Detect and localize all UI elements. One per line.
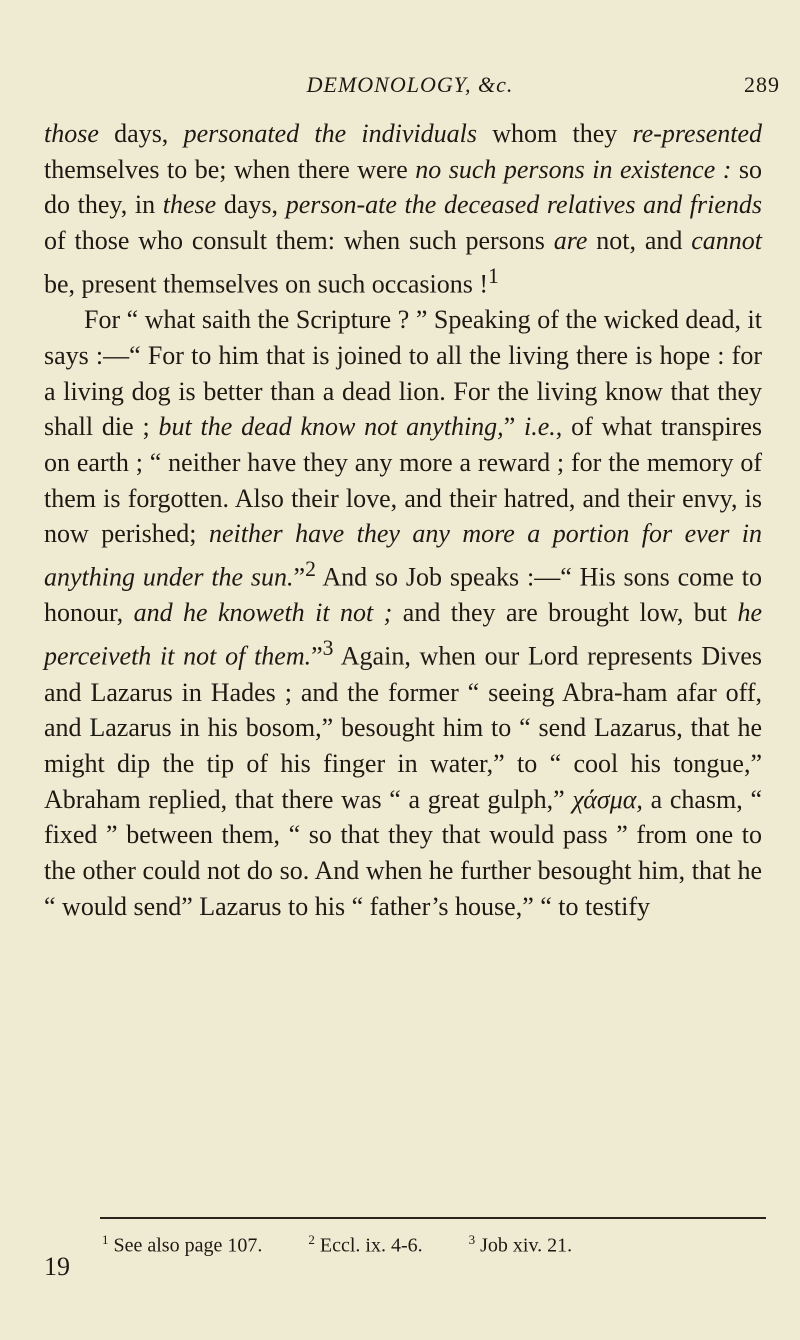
footnote-number: 2 xyxy=(308,1232,315,1247)
text-run: so do they, in xyxy=(44,154,763,220)
text-run: ” xyxy=(503,412,525,442)
paragraph xyxy=(44,302,762,924)
footnote-text: See also page 107. xyxy=(108,1234,263,1257)
footnote-ref: 1 xyxy=(488,263,499,288)
page-number: 289 xyxy=(744,72,780,97)
footnote-ref: 3 xyxy=(322,636,334,661)
footnote-divider xyxy=(100,1217,766,1219)
body-text xyxy=(44,116,762,924)
text-run: For “ what saith the Scripture ? ” Speaking of the wicked dead, it says :—“ For to him that is joined to all the living there is hope : for a living dog is better than a dead lion. For the living know that they shall die ; xyxy=(44,305,762,442)
footnote-row xyxy=(44,1228,764,1258)
text-run: And so Job speaks :—“ His sons come to honour, xyxy=(44,562,762,628)
text-run: ” xyxy=(293,562,306,592)
footnote-ref: 2 xyxy=(305,557,316,582)
footnote-number: 1 xyxy=(102,1232,109,1247)
footnote-number: 3 xyxy=(468,1232,476,1247)
italic-text: those xyxy=(44,119,99,148)
footnote xyxy=(469,1228,573,1258)
text-run: ” xyxy=(311,641,323,671)
italic-text: re-presented xyxy=(632,119,762,148)
paragraph xyxy=(44,116,762,302)
text-run: be, present themselves on such occasions ! xyxy=(44,269,489,299)
text-run: days, xyxy=(216,190,286,220)
text-run: days, xyxy=(98,119,184,148)
text-run: Again, when our Lord represents Dives and Lazarus in Hades ; and the former “ seeing Abra-ham afar off, and Lazarus in his bosom,” besought him to “ send Lazarus, that he might dip the tip of his finger in water,” to “ cool his tongue,” Abraham replied, that there was “ a great gulph,” xyxy=(44,641,762,814)
italic-text: cannot xyxy=(691,226,762,256)
italic-text: χάσμα, xyxy=(572,784,643,814)
text-run: of what transpires on earth ; “ neither have they any more a reward ; for the memory of them is forgotten. Also their love, and their hatred, and their envy, is now perished; xyxy=(44,412,763,549)
italic-text: person-ate the deceased relatives and friends xyxy=(285,190,762,220)
footnote xyxy=(102,1228,262,1258)
italic-text: neither have they any more a portion for ever in anything under the sun. xyxy=(44,519,762,592)
footnote-text: Job xiv. 21. xyxy=(475,1234,573,1257)
footnote-text: Eccl. ix. 4-6. xyxy=(314,1234,423,1257)
footnote xyxy=(308,1228,422,1258)
text-run: themselves to be; when there were xyxy=(44,154,416,184)
text-run: whom they xyxy=(476,119,633,148)
italic-text: i.e., xyxy=(524,412,563,442)
text-run: of those who consult them: when such persons xyxy=(44,226,554,256)
text-run: and they are brought low, but xyxy=(392,598,738,628)
italic-text: but the dead know not anything, xyxy=(158,412,504,442)
italic-text: and he knoweth it not ; xyxy=(133,598,393,628)
running-title: DEMONOLOGY, &c. xyxy=(306,72,514,97)
page-header xyxy=(40,72,780,102)
signature-mark: 19 xyxy=(44,1252,70,1281)
italic-text: are xyxy=(553,226,588,256)
italic-text: these xyxy=(162,190,217,220)
text-run: a chasm, “ fixed ” between them, “ so that they that would pass ” from one to the other could not do so. And when he further besought him, that he “ would send” Lazarus to his “ father’s house,” “ to testify xyxy=(44,784,762,921)
italic-text: he perceiveth it not of them. xyxy=(44,598,762,671)
italic-text: personated the individuals xyxy=(183,119,477,148)
footnotes xyxy=(44,1228,764,1258)
text-run: not, and xyxy=(587,226,692,256)
italic-text: no such persons in existence : xyxy=(415,154,732,184)
